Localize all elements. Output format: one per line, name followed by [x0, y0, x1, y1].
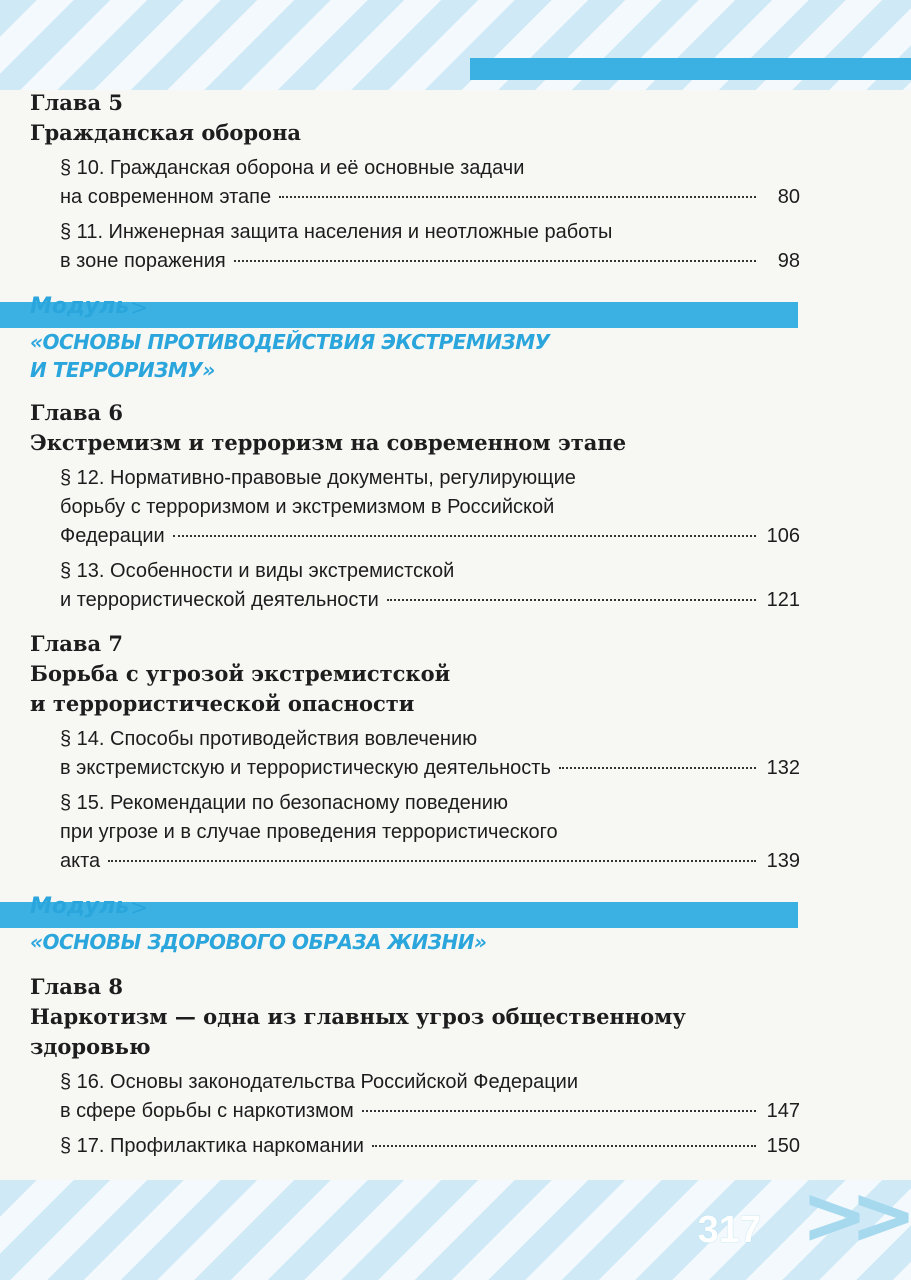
chapter-label: Глава 7 — [30, 631, 124, 656]
top-accent-bar — [470, 58, 911, 80]
dot-leader — [387, 599, 756, 601]
chevron-right-icon: > — [130, 296, 149, 321]
chapter-label: Глава 8 — [30, 974, 124, 999]
page-ref: 139 — [766, 850, 800, 872]
toc-entry[interactable] — [60, 557, 800, 615]
toc-entry[interactable] — [60, 1132, 800, 1161]
dot-leader — [372, 1145, 756, 1147]
chapter-entries — [60, 1068, 800, 1161]
chapter-title: Борьба с угрозой экстремистской — [30, 661, 451, 686]
chapter-label: Глава 6 — [30, 400, 124, 425]
dot-leader — [108, 860, 756, 862]
module-label: Модуль — [30, 294, 130, 319]
chapter-entries — [60, 725, 800, 876]
entry-text: § 15. Рекомендации по безопасному поведению — [60, 792, 508, 814]
dot-leader — [362, 1110, 756, 1112]
toc-entry[interactable] — [60, 464, 800, 551]
entry-text: акта — [60, 850, 101, 872]
chevron-right-icon: > — [130, 896, 149, 921]
page-ref: 106 — [766, 525, 800, 547]
toc-entry[interactable] — [60, 218, 800, 276]
entry-text: § 11. Инженерная защита населения и неотложные работы — [60, 221, 613, 243]
module-title: «ОСНОВЫ ЗДОРОВОГО ОБРАЗА ЖИЗНИ» — [30, 930, 487, 954]
chapter-label: Глава 5 — [30, 90, 124, 115]
module-header — [30, 894, 780, 958]
module-header — [30, 294, 780, 384]
dot-leader — [173, 535, 756, 537]
entry-text: и террористической деятельности — [60, 589, 379, 611]
toc-entry[interactable] — [60, 725, 800, 783]
module-label: Модуль — [30, 894, 130, 919]
chapter-title: Наркотизм — одна из главных угроз общественному — [30, 1004, 686, 1029]
chapter-title: здоровью — [30, 1034, 151, 1059]
toc-entry[interactable] — [60, 154, 800, 212]
table-of-contents — [30, 88, 800, 1175]
entry-text: § 13. Особенности и виды экстремистской — [60, 560, 455, 582]
entry-text: в сфере борьбы с наркотизмом — [60, 1100, 354, 1122]
entry-text: § 10. Гражданская оборона и её основные задачи — [60, 157, 525, 179]
entry-text: § 12. Нормативно-правовые документы, регулирующие — [60, 467, 576, 489]
entry-text: § 16. Основы законодательства Российской Федерации — [60, 1071, 578, 1093]
dot-leader — [279, 196, 756, 198]
chapter-entries — [60, 464, 800, 615]
toc-entry[interactable] — [60, 1068, 800, 1126]
entry-text: борьбу с терроризмом и экстремизмом в Российской — [60, 496, 555, 518]
page-ref: 80 — [777, 186, 800, 208]
entry-text: на современном этапе — [60, 186, 272, 208]
entry-text: в зоне поражения — [60, 250, 226, 272]
chapter-entries — [60, 154, 800, 276]
page-ref: 121 — [766, 589, 800, 611]
entry-text: § 14. Способы противодействия вовлечению — [60, 728, 478, 750]
entry-text: при угрозе и в случае проведения террористического — [60, 821, 558, 843]
toc-entry[interactable] — [60, 789, 800, 876]
module-title: «ОСНОВЫ ПРОТИВОДЕЙСТВИЯ ЭКСТРЕМИЗМУ И ТЕРРОРИЗМУ» — [30, 330, 550, 382]
entry-text: Федерации — [60, 525, 165, 547]
dot-leader — [234, 260, 756, 262]
entry-text: в экстремистскую и террористическую деятельность — [60, 757, 551, 779]
bottom-decorative-band — [0, 1180, 911, 1280]
double-chevron-icon: >> — [800, 1169, 899, 1262]
page-ref: 150 — [766, 1135, 800, 1157]
page-number: 317 — [697, 1209, 761, 1251]
chapter-title: Экстремизм и терроризм на современном этапе — [30, 430, 627, 455]
dot-leader — [559, 767, 756, 769]
entry-text: § 17. Профилактика наркомании — [60, 1135, 364, 1157]
page-ref: 132 — [766, 757, 800, 779]
page-ref: 147 — [766, 1100, 800, 1122]
chapter-title: и террористической опасности — [30, 691, 415, 716]
chapter-title: Гражданская оборона — [30, 120, 302, 145]
page-ref: 98 — [777, 250, 800, 272]
